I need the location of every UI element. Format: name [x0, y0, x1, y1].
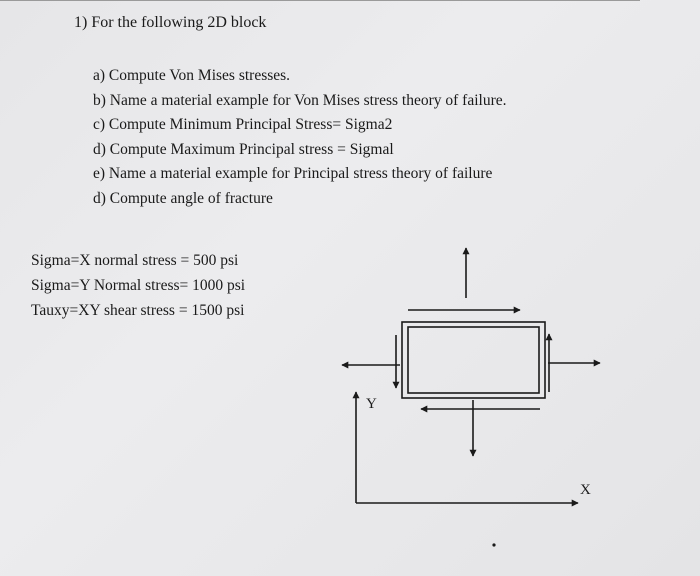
stress-block-inner	[408, 327, 539, 393]
paper-dot-mark	[492, 543, 495, 546]
tau-xy-value: Tauxy=XY shear stress = 1500 psi	[31, 302, 245, 319]
x-axis-label: X	[580, 482, 591, 498]
stress-block-outer	[402, 322, 545, 398]
sub-question-d: d) Compute Maximum Principal stress = Sigmal	[93, 140, 394, 158]
y-axis-label: Y	[366, 396, 377, 412]
sub-question-d2: d) Compute angle of fracture	[93, 189, 273, 207]
question-title: 1) For the following 2D block	[74, 14, 267, 31]
sub-question-e: e) Name a material example for Principal stress theory of failure	[93, 165, 493, 182]
sub-question-b: b) Name a material example for Von Mises stress theory of failure.	[93, 91, 507, 109]
sigma-y-value: Sigma=Y Normal stress= 1000 psi	[31, 277, 246, 294]
sub-question-a: a) Compute Von Mises stresses.	[93, 67, 291, 84]
sigma-x-value: Sigma=X normal stress = 500 psi	[31, 252, 239, 269]
sub-question-c: c) Compute Minimum Principal Stress= Sigma2	[93, 116, 393, 133]
